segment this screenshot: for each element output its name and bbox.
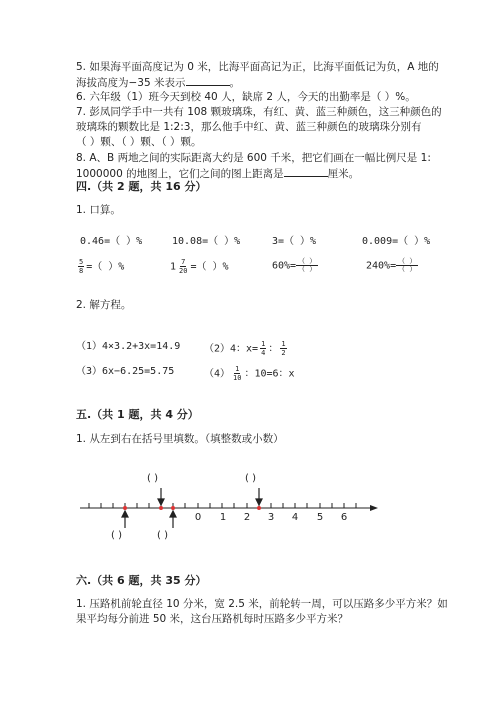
- calc-item: 1 $\frac{7}{20}$ =（ ）%: [170, 258, 229, 275]
- tick-label: 0: [194, 512, 202, 523]
- question-7-line-3: （ ）颗、（ ）颗、（ ）颗。: [76, 136, 202, 148]
- up-arrows: [122, 511, 176, 528]
- calc-item: 0.46=（ ）%: [80, 236, 143, 247]
- section-4-q1-title: 1. 口算。: [76, 204, 121, 216]
- axis-arrow-head: [370, 505, 378, 511]
- question-8-text: 1000000 的地图上，它们之间的图上距离是: [76, 168, 284, 180]
- question-6: 6. 六年级（1）班今天到校 40 人，缺席 2 人，今天的出勤率是（ ）%。: [76, 91, 416, 103]
- equation-4: （4） $\frac{1}{10}$ ：10=6：x: [204, 365, 295, 382]
- calc-item: 60%= $\frac{( )}{( )}$: [272, 257, 317, 273]
- calc-item: 10.08=（ ）%: [172, 236, 241, 247]
- section-5-heading: 五.（共 1 题，共 4 分）: [76, 408, 199, 421]
- answer-blank[interactable]: ( ): [147, 473, 158, 484]
- question-5-text: 海拔高度为−35 米表示: [76, 77, 186, 89]
- calc-item: 0.009=（ ）%: [362, 236, 431, 247]
- equation-1: （1）4×3.2+3x=14.9: [76, 341, 181, 352]
- tick-label: 2: [243, 512, 251, 523]
- calc-item: 3=（ ）%: [272, 236, 317, 247]
- question-5-end: 。: [229, 77, 240, 89]
- section-4-heading: 四.（共 2 题，共 16 分）: [76, 180, 207, 193]
- question-5-line-1: 5. 如果海平面高度记为 0 米，比海平面高记为正，比海平面低记为负，A 地的: [76, 61, 439, 73]
- section-6-q1-line-1: 1. 压路机前轮直径 10 分米，宽 2.5 米，前轮转一周，可以压路多少平方米？如: [76, 598, 448, 610]
- fraction: $\frac{1}{4}$: [261, 340, 266, 357]
- section-4-q2-title: 2. 解方程。: [76, 299, 132, 311]
- fraction: $\frac{1}{10}$: [233, 365, 242, 382]
- fraction: $\frac{1}{2}$: [281, 340, 286, 357]
- fraction: $\frac{5}{8}$: [79, 258, 84, 275]
- tick-label: 5: [316, 512, 324, 523]
- tick-label: 1: [219, 512, 227, 523]
- section-6-heading: 六.（共 6 题，共 35 分）: [76, 574, 207, 587]
- fraction-blank[interactable]: $\frac{( )}{( )}$: [298, 257, 317, 273]
- fraction-blank[interactable]: $\frac{( )}{( )}$: [398, 257, 417, 273]
- answer-blank[interactable]: ( ): [111, 530, 122, 541]
- tick-label: 4: [291, 512, 299, 523]
- answer-blank[interactable]: ( ): [157, 530, 168, 541]
- question-7-line-2: 玻璃珠的颗数比是 1:2:3，那么他手中红、黄、蓝三种颜色的玻璃珠分别有: [76, 121, 422, 133]
- question-8-end: 厘米。: [327, 168, 360, 180]
- question-7-line-1: 7. 彭凤同学手中一共有 108 颗玻璃珠，有红、黄、蓝三种颜色，这三种颜色的: [76, 106, 442, 118]
- calc-item: 240%= $\frac{( )}{( )}$: [366, 257, 417, 273]
- section-5-q1-title: 1. 从左到右在括号里填数。（填整数或小数）: [76, 433, 284, 445]
- tick-label: 6: [340, 512, 348, 523]
- tick-marks: [89, 503, 356, 508]
- section-6-q1-line-2: 果平均每分前进 50 米，这台压路机每时压路多少平方米？: [76, 613, 349, 625]
- calc-item: $\frac{5}{8}$ =（ ）%: [79, 258, 125, 275]
- fraction: $\frac{7}{20}$: [179, 258, 188, 275]
- question-8-line-1: 8. A、B 两地之间的实际距离大约是 600 千米，把它们画在一幅比例尺是 1:: [76, 152, 431, 164]
- tick-label: 3: [267, 512, 275, 523]
- equation-3: （3）6x−6.25=5.75: [76, 366, 175, 377]
- equation-2: （2）4：x= $\frac{1}{4}$ ： $\frac{1}{2}$: [204, 340, 286, 357]
- answer-blank[interactable]: ( ): [245, 473, 256, 484]
- down-arrows: [158, 488, 262, 505]
